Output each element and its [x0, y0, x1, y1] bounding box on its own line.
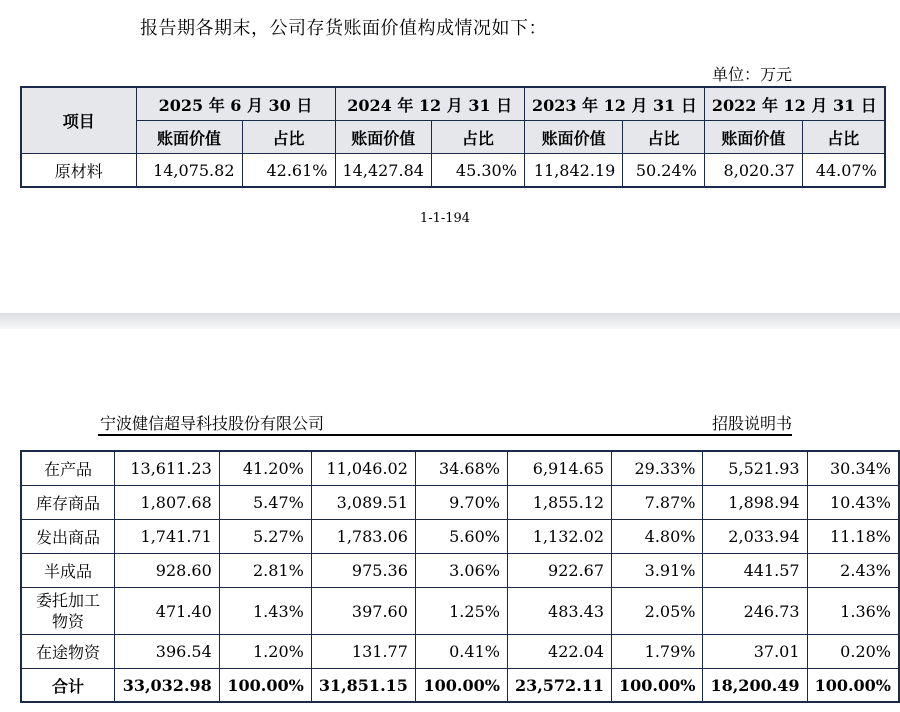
- cell-ratio: 2.81%: [219, 554, 311, 588]
- table-row: [21, 154, 885, 188]
- row-name: 在途物资: [21, 635, 114, 669]
- cell-ratio: 1.25%: [415, 588, 507, 635]
- ratio-header: 占比: [431, 121, 524, 154]
- cell-value: 1,783.06: [311, 520, 415, 554]
- ratio-header: 占比: [242, 121, 335, 154]
- cell-value: 6,914.65: [507, 451, 611, 486]
- cell-ratio: 4.80%: [612, 520, 703, 554]
- cell-value: 1,807.68: [114, 486, 219, 520]
- document-page-2: [0, 329, 900, 712]
- cell-ratio: 34.68%: [415, 451, 507, 486]
- row-name: 半成品: [21, 554, 114, 588]
- cell-value: 1,741.71: [114, 520, 219, 554]
- cell-ratio: 2.43%: [807, 554, 899, 588]
- cell-value: 928.60: [114, 554, 219, 588]
- cell-ratio: 11.18%: [807, 520, 899, 554]
- period-header: 2025 年 6 月 30 日: [136, 87, 335, 121]
- cell-ratio: 41.20%: [219, 451, 311, 486]
- cell-ratio: 0.20%: [807, 635, 899, 669]
- cell-value: 3,089.51: [311, 486, 415, 520]
- row-name: 发出商品: [21, 520, 114, 554]
- cell-ratio: 1.36%: [807, 588, 899, 635]
- page-gap: [0, 313, 900, 329]
- cell-value: 11,842.19: [524, 154, 622, 188]
- cell-value: 131.77: [311, 635, 415, 669]
- row-name: 原材料: [21, 154, 136, 188]
- cell-ratio: 50.24%: [623, 154, 705, 188]
- cell-ratio: 30.34%: [807, 451, 899, 486]
- cell-value: 975.36: [311, 554, 415, 588]
- value-header: 账面价值: [524, 121, 622, 154]
- cell-value: 37.01: [703, 635, 807, 669]
- cell-ratio: 2.05%: [612, 588, 703, 635]
- cell-ratio: 44.07%: [802, 154, 884, 188]
- header-rule: [98, 434, 792, 436]
- cell-ratio: 5.60%: [415, 520, 507, 554]
- cell-ratio: 29.33%: [612, 451, 703, 486]
- cell-value: 396.54: [114, 635, 219, 669]
- ratio-header: 占比: [623, 121, 705, 154]
- row-name: 合计: [21, 669, 114, 703]
- table-row: [21, 486, 899, 520]
- cell-value: 441.57: [703, 554, 807, 588]
- running-header-doc-type: 招股说明书: [711, 414, 792, 433]
- period-header: 2024 年 12 月 31 日: [335, 87, 524, 121]
- cell-ratio: 100.00%: [415, 669, 507, 703]
- cell-value: 8,020.37: [704, 154, 802, 188]
- period-header: 2022 年 12 月 31 日: [704, 87, 884, 121]
- cell-value: 14,427.84: [335, 154, 431, 188]
- unit-label: 单位：万元: [711, 65, 792, 84]
- cell-ratio: 7.87%: [612, 486, 703, 520]
- cell-ratio: 3.91%: [612, 554, 703, 588]
- cell-value: 23,572.11: [507, 669, 611, 703]
- table-row: [21, 635, 899, 669]
- intro-paragraph: 报告期各期末，公司存货账面价值构成情况如下：: [140, 18, 547, 39]
- cell-ratio: 0.41%: [415, 635, 507, 669]
- period-header: 2023 年 12 月 31 日: [524, 87, 704, 121]
- value-header: 账面价值: [335, 121, 431, 154]
- cell-value: 483.43: [507, 588, 611, 635]
- table-row: [21, 554, 899, 588]
- cell-value: 397.60: [311, 588, 415, 635]
- cell-ratio: 1.79%: [612, 635, 703, 669]
- table-row: [21, 520, 899, 554]
- cell-value: 11,046.02: [311, 451, 415, 486]
- cell-value: 1,855.12: [507, 486, 611, 520]
- cell-value: 922.67: [507, 554, 611, 588]
- cell-value: 422.04: [507, 635, 611, 669]
- cell-value: 2,033.94: [703, 520, 807, 554]
- cell-ratio: 42.61%: [242, 154, 335, 188]
- cell-ratio: 10.43%: [807, 486, 899, 520]
- cell-ratio: 45.30%: [431, 154, 524, 188]
- cell-value: 5,521.93: [703, 451, 807, 486]
- cell-ratio: 5.27%: [219, 520, 311, 554]
- cell-value: 246.73: [703, 588, 807, 635]
- cell-value: 14,075.82: [136, 154, 242, 188]
- row-name: 库存商品: [21, 486, 114, 520]
- row-name: 委托加工物资: [35, 591, 100, 631]
- cell-value: 18,200.49: [703, 669, 807, 703]
- cell-value: 31,851.15: [311, 669, 415, 703]
- cell-value: 1,898.94: [703, 486, 807, 520]
- row-name: 在产品: [21, 451, 114, 486]
- cell-ratio: 3.06%: [415, 554, 507, 588]
- cell-ratio: 100.00%: [219, 669, 311, 703]
- value-header: 账面价值: [704, 121, 802, 154]
- running-header-company: 宁波健信超导科技股份有限公司: [100, 414, 325, 433]
- cell-value: 33,032.98: [114, 669, 219, 703]
- page-number: 1-1-194: [419, 211, 471, 226]
- inventory-table-part-2: [20, 450, 900, 703]
- item-header: 项目: [21, 87, 136, 154]
- cell-ratio: 1.20%: [219, 635, 311, 669]
- value-header: 账面价值: [136, 121, 242, 154]
- table-row: [21, 451, 899, 486]
- cell-value: 13,611.23: [114, 451, 219, 486]
- table-row: [21, 588, 899, 635]
- cell-ratio: 100.00%: [807, 669, 899, 703]
- total-row: [21, 669, 899, 703]
- ratio-header: 占比: [802, 121, 884, 154]
- cell-ratio: 5.47%: [219, 486, 311, 520]
- cell-ratio: 1.43%: [219, 588, 311, 635]
- cell-ratio: 9.70%: [415, 486, 507, 520]
- inventory-table-part-1: [20, 86, 886, 188]
- cell-ratio: 100.00%: [612, 669, 703, 703]
- cell-value: 1,132.02: [507, 520, 611, 554]
- cell-value: 471.40: [114, 588, 219, 635]
- document-page-1: [0, 0, 900, 313]
